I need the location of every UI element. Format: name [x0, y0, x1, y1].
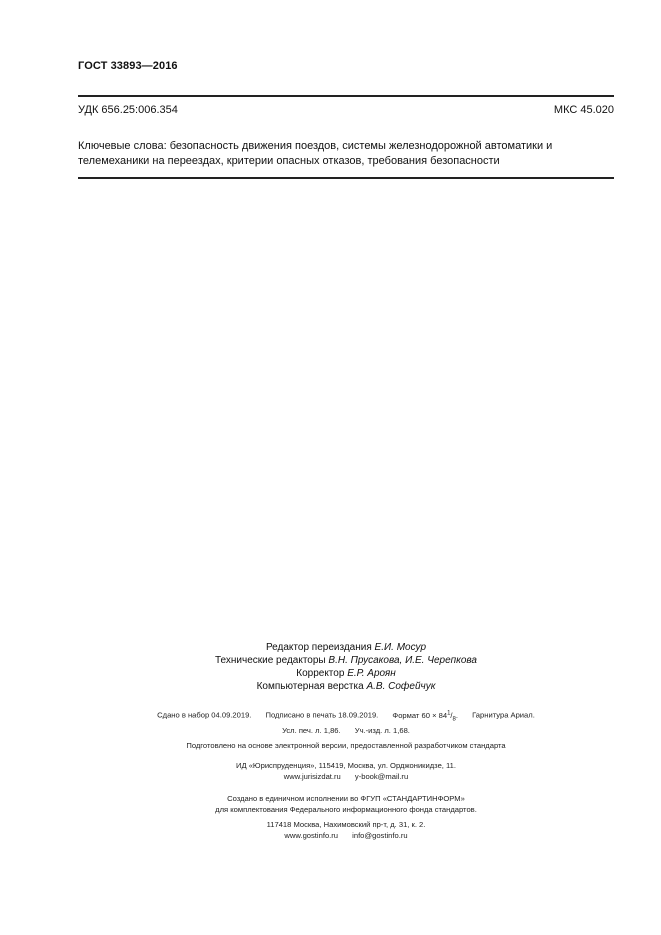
format-prefix: Формат 60 × 84	[392, 710, 448, 720]
credit-name: В.Н. Прусакова, И.Е. Черепкова	[328, 655, 477, 666]
format-denominator: 8	[452, 716, 456, 723]
typeface: Гарнитура Ариал.	[472, 710, 535, 720]
credit-name: А.В. Софейчук	[366, 681, 436, 692]
publisher-site-link[interactable]: www.jurisizdat.ru	[283, 772, 341, 781]
print-info	[78, 708, 614, 751]
credit-line-layout	[78, 680, 614, 693]
credit-label: Компьютерная верстка	[256, 681, 364, 692]
signed-date: Подписано в печать 18.09.2019.	[265, 710, 379, 720]
divider-bottom	[78, 177, 614, 179]
creator-site-link[interactable]: www.gostinfo.ru	[284, 831, 339, 840]
publisher-email-link[interactable]: y-book@mail.ru	[354, 772, 409, 781]
creator-address: 117418 Москва, Нахимовский пр-т, д. 31, к. 2.	[266, 820, 426, 829]
credit-label: Корректор	[296, 668, 345, 679]
creator-line-1: Создано в единичном исполнении во ФГУП «СТАНДАРТИНФОРМ»	[227, 794, 465, 803]
usl-pech: Усл. печ. л. 1,86.	[282, 726, 341, 736]
publisher-contacts	[78, 771, 614, 782]
credit-label: Технические редакторы	[214, 655, 326, 666]
creator-contacts	[78, 830, 614, 841]
creator-email-link[interactable]: info@gostinfo.ru	[352, 831, 408, 840]
editorial-credits	[78, 641, 614, 693]
udk-code: УДК 656.25:006.354	[78, 104, 178, 116]
print-info-line-1	[78, 708, 614, 725]
publisher-info	[78, 760, 614, 782]
prepared-note: Подготовлено на основе электронной версии, предоставленной разработчиком стандарта	[186, 741, 506, 751]
credit-line-editor	[78, 641, 614, 654]
credit-label: Редактор переиздания	[265, 642, 372, 653]
submitted-date: Сдано в набор 04.09.2019.	[157, 710, 252, 720]
credit-line-corrector	[78, 667, 614, 680]
divider-top	[78, 95, 614, 97]
credit-name: Е.И. Мосур	[374, 642, 427, 653]
creator-info	[78, 793, 614, 841]
format-numerator: 1	[447, 710, 451, 716]
credit-line-tech-editors	[78, 654, 614, 667]
publisher-line: ИД «Юриспруденция», 115419, Москва, ул. Орджоникидзе, 11.	[235, 761, 457, 770]
paper-format: Формат $60 \times 84^1/_8$.	[392, 710, 458, 723]
uch-izd: Уч.-изд. л. 1,68.	[354, 726, 410, 736]
print-info-line-2	[78, 725, 614, 736]
standard-designation: ГОСТ 33893—2016	[78, 60, 178, 72]
mks-code: МКС 45.020	[553, 104, 614, 116]
keywords-paragraph: Ключевые слова: безопасность движения поездов, системы железнодорожной автоматики и телемеханики на переездах, критерии опасных отказов, требования безопасности	[78, 140, 553, 167]
credit-name: Е.Р. Ароян	[347, 668, 396, 679]
creator-line-2: для комплектования Федерального информационного фонда стандартов.	[215, 805, 477, 814]
